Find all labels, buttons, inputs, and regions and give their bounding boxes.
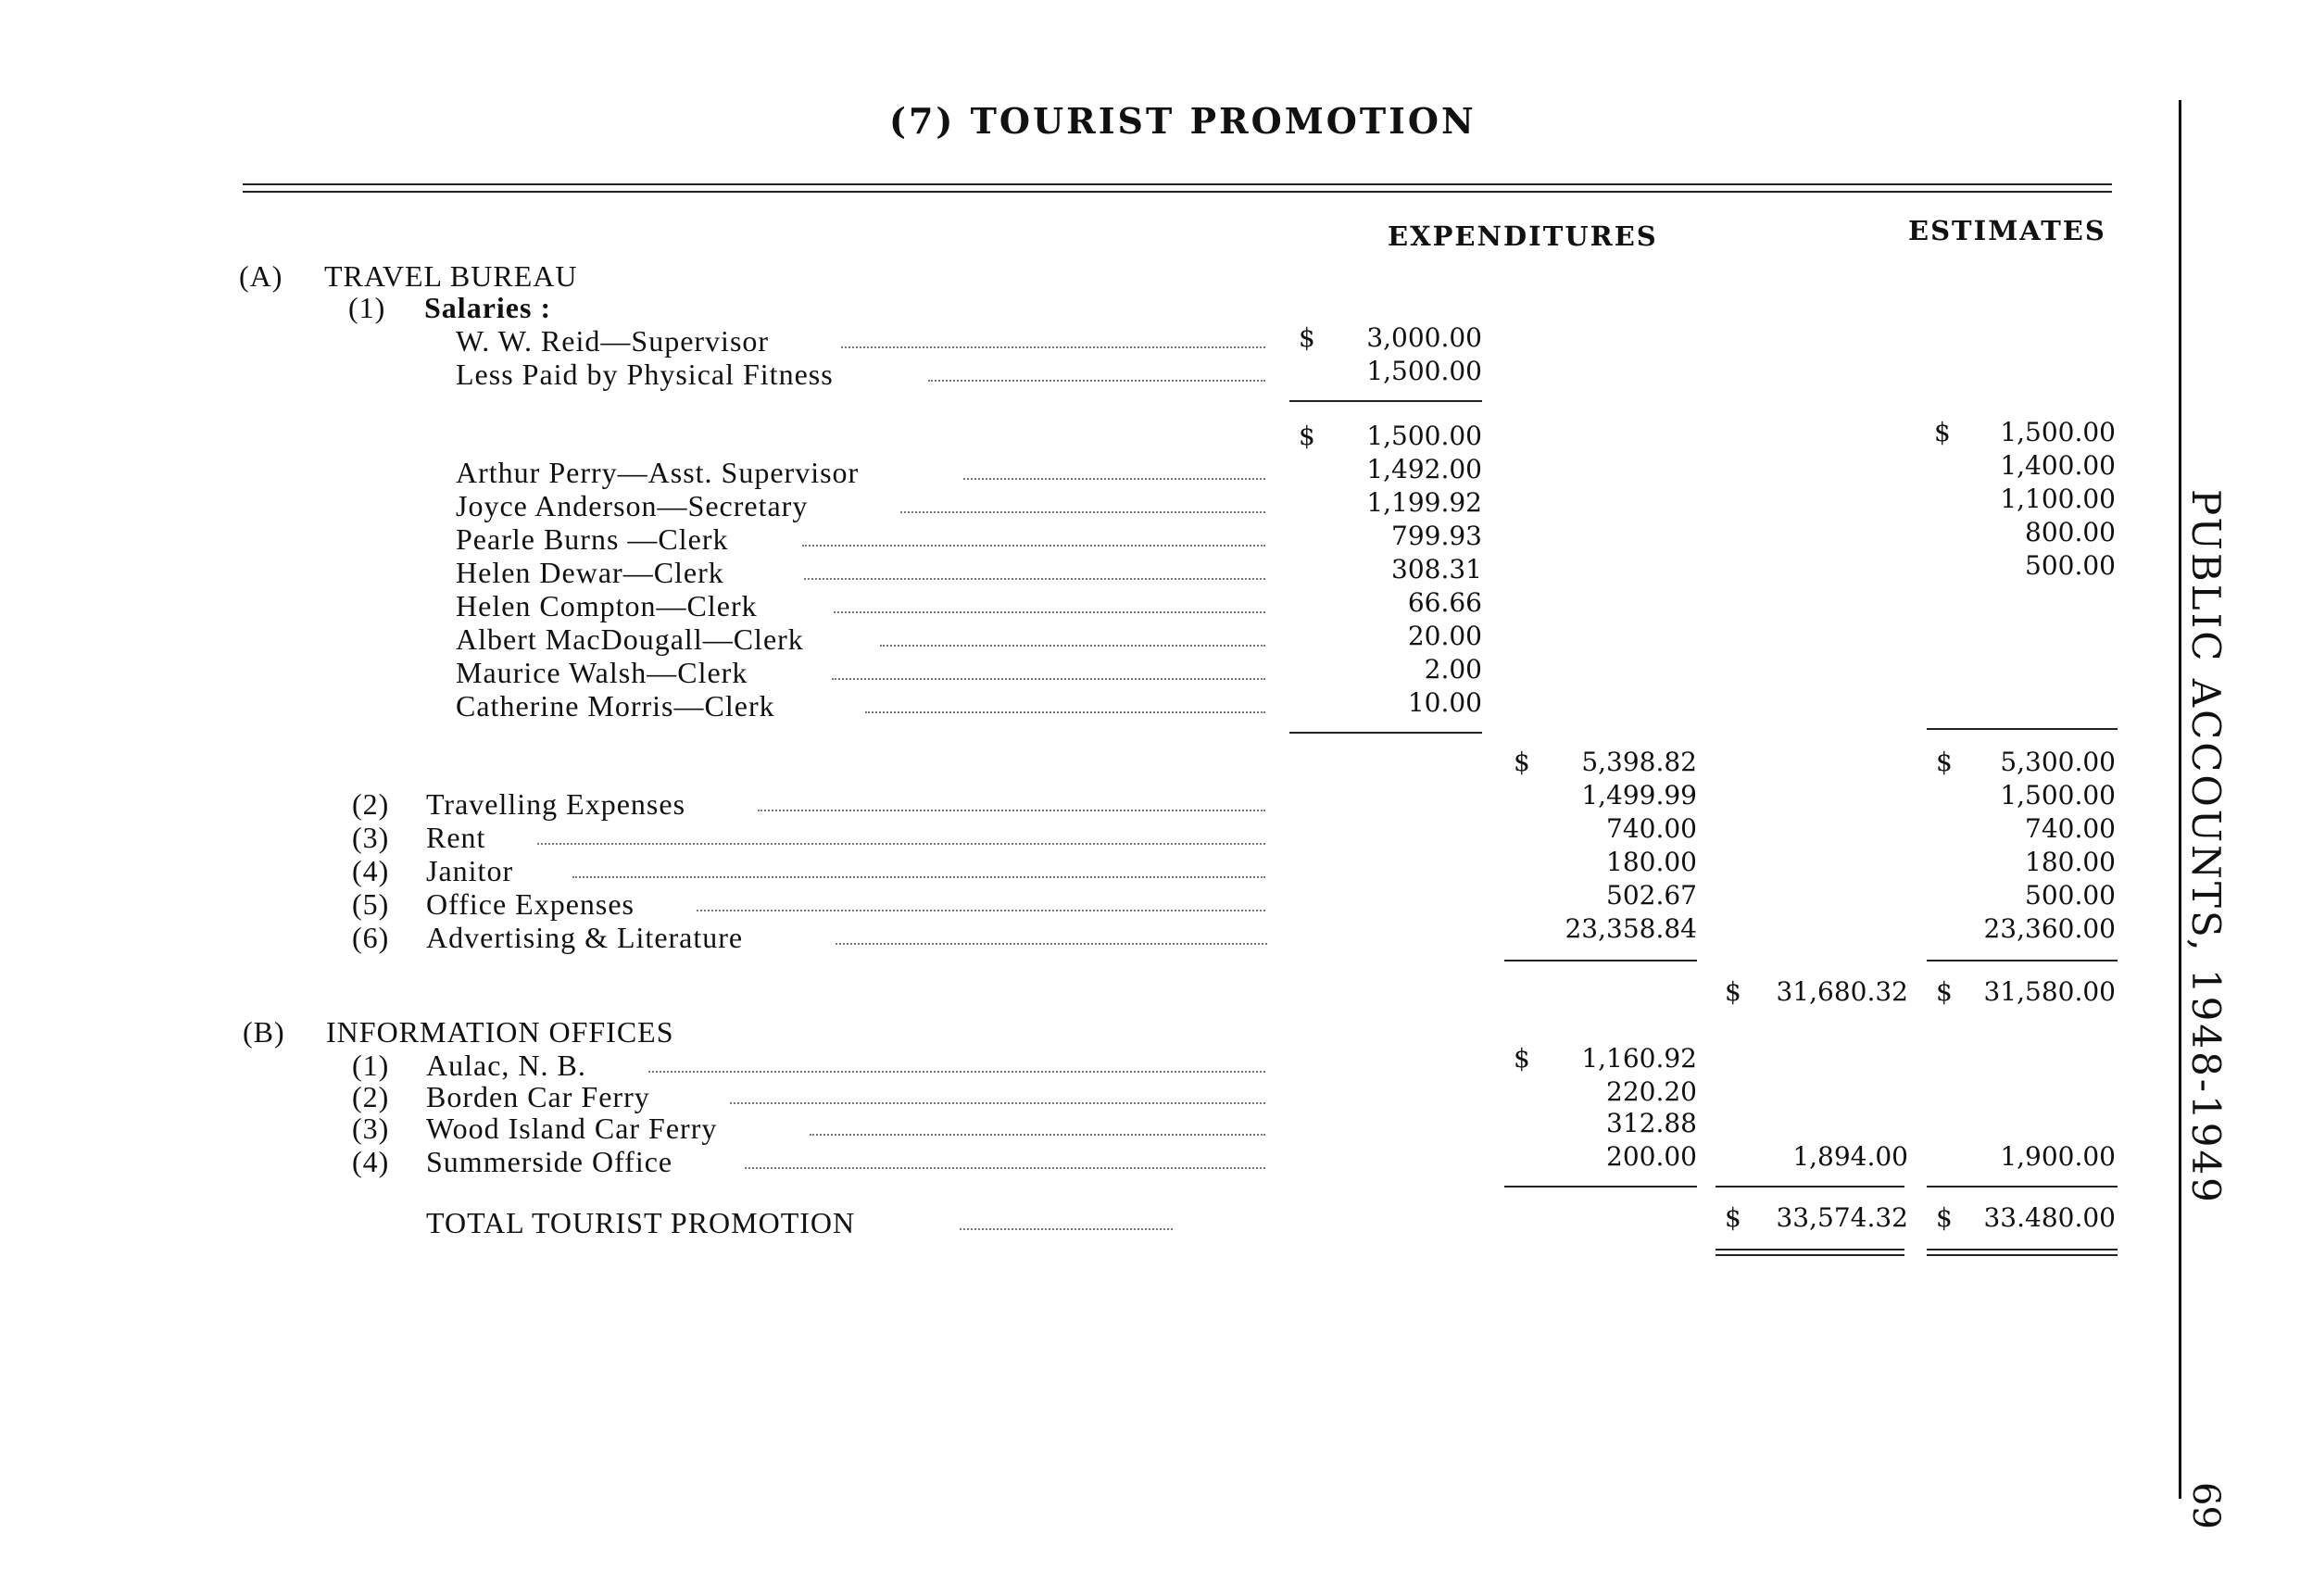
leader-dots	[963, 478, 1265, 480]
net-amount: 1,500.00	[1366, 421, 1482, 451]
underline	[1927, 728, 2118, 730]
dollar-sign: $	[1299, 322, 1315, 353]
less-label: Less Paid by Physical Fitness	[456, 358, 834, 391]
title-rule-bottom	[243, 191, 2112, 193]
leader-dots	[880, 645, 1265, 647]
double-underline	[1716, 1249, 1904, 1250]
leader-dots	[804, 578, 1265, 580]
leader-dots	[834, 611, 1265, 613]
grand-total-estimate: 33.480.00	[1983, 1202, 2116, 1233]
staff-amount: 66.66	[1407, 587, 1482, 618]
grand-total-amount: 33,574.32	[1776, 1202, 1908, 1233]
double-underline	[1716, 1254, 1904, 1256]
dollar-sign: $	[1725, 1202, 1741, 1233]
salaries-marker: (1)	[348, 291, 386, 324]
dollar-sign: $	[1299, 421, 1315, 451]
underline	[1504, 960, 1697, 961]
leader-dots	[537, 843, 1265, 845]
salaries-label: Salaries :	[424, 291, 552, 324]
leader-dots	[841, 346, 1265, 348]
salaries-total-estimate: 5,300.00	[2000, 747, 2116, 777]
dollar-sign: $	[1514, 1043, 1530, 1074]
leader-dots	[836, 943, 1267, 945]
item-estimate: 23,360.00	[1983, 913, 2116, 944]
item-marker: (6)	[352, 921, 390, 954]
item-amount: 180.00	[1606, 847, 1697, 877]
office-marker: (3)	[352, 1112, 390, 1145]
item-amount: 1,499.99	[1581, 780, 1697, 811]
section-b-total-estimate: 1,900.00	[2000, 1141, 2116, 1172]
leader-dots	[960, 1228, 1173, 1230]
underline	[1504, 1186, 1697, 1188]
staff-estimate: 800.00	[2025, 517, 2116, 547]
office-amount: 220.20	[1606, 1076, 1697, 1107]
staff-label: Catherine Morris—Clerk	[456, 689, 775, 723]
item-estimate: 740.00	[2025, 813, 2116, 844]
double-underline	[1927, 1249, 2118, 1250]
item-label: Advertising & Literature	[426, 921, 744, 954]
staff-label: Pearle Burns —Clerk	[456, 522, 729, 556]
underline	[1716, 1186, 1904, 1188]
staff-amount: 20.00	[1407, 621, 1482, 651]
staff-label: Helen Dewar—Clerk	[456, 556, 724, 589]
staff-amount: 1,492.00	[1366, 454, 1482, 484]
section-b-total-amount: 1,894.00	[1792, 1141, 1908, 1172]
double-underline	[1927, 1254, 2118, 1256]
staff-estimate: 500.00	[2025, 550, 2116, 581]
staff-label: Joyce Anderson—Secretary	[456, 489, 809, 522]
office-marker: (1)	[352, 1049, 390, 1082]
item-label: Rent	[426, 821, 486, 854]
page-title: (7) TOURIST PROMOTION	[889, 100, 1477, 142]
item-amount: 23,358.84	[1565, 913, 1697, 944]
leader-dots	[928, 380, 1265, 382]
item-estimate: 1,500.00	[2000, 780, 2116, 811]
dollar-sign: $	[1936, 976, 1953, 1007]
leader-dots	[900, 511, 1265, 513]
leader-dots	[648, 1071, 1265, 1073]
staff-amount: 308.31	[1391, 554, 1482, 584]
item-label: Janitor	[426, 854, 514, 887]
title-rule-top	[243, 183, 2112, 185]
less-amount: 1,500.00	[1366, 356, 1482, 386]
supervisor-label: W. W. Reid—Supervisor	[456, 324, 770, 358]
office-label: Wood Island Car Ferry	[426, 1112, 718, 1145]
item-estimate: 500.00	[2025, 880, 2116, 911]
grand-total-label: TOTAL TOURIST PROMOTION	[426, 1206, 856, 1239]
office-marker: (2)	[352, 1080, 390, 1113]
section-a-marker: (A)	[239, 259, 283, 293]
underline	[1289, 400, 1482, 402]
office-label: Aulac, N. B.	[426, 1049, 586, 1082]
office-amount: 1,160.92	[1581, 1043, 1697, 1074]
net-estimate: 1,500.00	[2000, 417, 2116, 447]
office-label: Summerside Office	[426, 1145, 673, 1178]
item-label: Travelling Expenses	[426, 787, 686, 821]
item-marker: (3)	[352, 821, 390, 854]
item-amount: 502.67	[1606, 880, 1697, 911]
underline	[1927, 1186, 2118, 1188]
estimates-header: ESTIMATES	[1908, 215, 2106, 246]
leader-dots	[730, 1102, 1265, 1104]
section-a-total-amount: 31,680.32	[1776, 976, 1908, 1007]
staff-amount: 799.93	[1391, 521, 1482, 551]
section-b-label: INFORMATION OFFICES	[326, 1015, 674, 1049]
staff-amount: 10.00	[1407, 687, 1482, 718]
page-number: 69	[2184, 1482, 2227, 1529]
section-a-total-estimate: 31,580.00	[1983, 976, 2116, 1007]
staff-label: Helen Compton—Clerk	[456, 589, 758, 622]
side-title: PUBLIC ACCOUNTS, 1948-1949	[2183, 489, 2229, 1205]
staff-estimate: 1,100.00	[2000, 484, 2116, 514]
dollar-sign: $	[1725, 976, 1741, 1007]
dollar-sign: $	[1936, 747, 1953, 777]
staff-label: Albert MacDougall—Clerk	[456, 622, 804, 656]
section-a-label: TRAVEL BUREAU	[324, 259, 578, 293]
office-marker: (4)	[352, 1145, 390, 1178]
leader-dots	[697, 910, 1265, 911]
underline	[1927, 960, 2118, 961]
staff-label: Arthur Perry—Asst. Supervisor	[456, 456, 860, 489]
leader-dots	[802, 545, 1265, 547]
dollar-sign: $	[1936, 1202, 1953, 1233]
leader-dots	[832, 678, 1265, 680]
item-label: Office Expenses	[426, 887, 635, 921]
item-marker: (4)	[352, 854, 390, 887]
item-amount: 740.00	[1606, 813, 1697, 844]
office-amount: 312.88	[1606, 1108, 1697, 1138]
supervisor-amount: 3,000.00	[1366, 322, 1482, 353]
leader-dots	[572, 876, 1265, 878]
salaries-total-amount: 5,398.82	[1581, 747, 1697, 777]
item-marker: (2)	[352, 787, 390, 821]
staff-label: Maurice Walsh—Clerk	[456, 656, 748, 689]
leader-dots	[865, 711, 1265, 713]
dollar-sign: $	[1514, 747, 1530, 777]
expenditures-header: EXPENDITURES	[1388, 220, 1658, 252]
item-marker: (5)	[352, 887, 390, 921]
dollar-sign: $	[1934, 417, 1951, 447]
staff-amount: 2.00	[1424, 654, 1482, 685]
item-estimate: 180.00	[2025, 847, 2116, 877]
margin-rule	[2179, 100, 2181, 1499]
staff-estimate: 1,400.00	[2000, 450, 2116, 481]
underline	[1289, 732, 1482, 734]
section-b-marker: (B)	[243, 1015, 285, 1049]
leader-dots	[745, 1167, 1265, 1169]
leader-dots	[810, 1134, 1265, 1136]
office-amount: 200.00	[1606, 1141, 1697, 1172]
leader-dots	[758, 810, 1265, 811]
office-label: Borden Car Ferry	[426, 1080, 650, 1113]
staff-amount: 1,199.92	[1366, 487, 1482, 518]
